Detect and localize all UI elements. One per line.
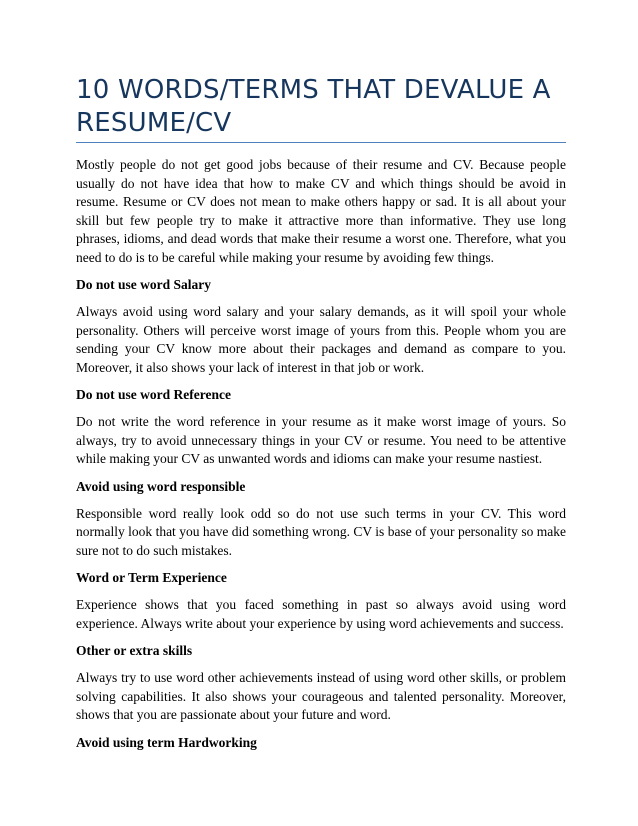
document-title: 10 WORDS/TERMS THAT DEVALUE A RESUME/CV [76,75,551,138]
section-heading-responsible: Avoid using word responsible [76,478,246,494]
title-underline [76,142,566,143]
section-heading-reference: Do not use word Reference [76,387,231,402]
section-heading-hardworking: Avoid using term Hardworking [76,734,257,750]
intro-paragraph: Mostly people do not get good jobs because of their resume and CV. Because people usually do not have idea that how to make CV and which things should be avoid in resume. Resume or CV does not mean to make others happy or sad. It is all about your skill but few people try to make it attractive more than informative. They use long phrases, idioms, and dead words that make their resume a worst one. Therefore, what you need to do is to be careful while making your resume by avoiding few things. [76,157,566,265]
section-body-extra-skills: Always try to use word other achievements instead of using word other skills, or problem solving capabilities. It also shows your courageous and talented personality. Moreover, shows that you are passionate about your future and word. [76,670,566,722]
section-body-experience: Experience shows that you faced something in past so always avoid using word experience. Always write about your experience by using word achievements and success. [76,597,566,631]
section-heading-experience: Word or Term Experience [76,570,227,585]
section-heading-salary: Do not use word Salary [76,277,212,292]
section-heading-extra-skills: Other or extra skills [76,643,193,658]
section-body-responsible: Responsible word really look odd so do not use such terms in your CV. This word normally look that you have did something wrong. CV is base of your personality so make sure not to do such mistakes. [76,505,566,558]
section-body-salary: Always avoid using word salary and your salary demands, as it will spoil your whole personality. Others will perceive worst image of yours from this. People whom you are sending your CV know more about their packages and demand as compare to you. Moreover, it also shows your lack of interest in that job or work. [76,304,566,375]
section-body-reference: Do not write the word reference in your resume as it make worst image of yours. So always, try to avoid unnecessary things in your CV or resume. You need to be attentive while making your CV as unwanted words and idioms can make your resume nastiest. [76,414,566,466]
document-body [76,156,566,752]
